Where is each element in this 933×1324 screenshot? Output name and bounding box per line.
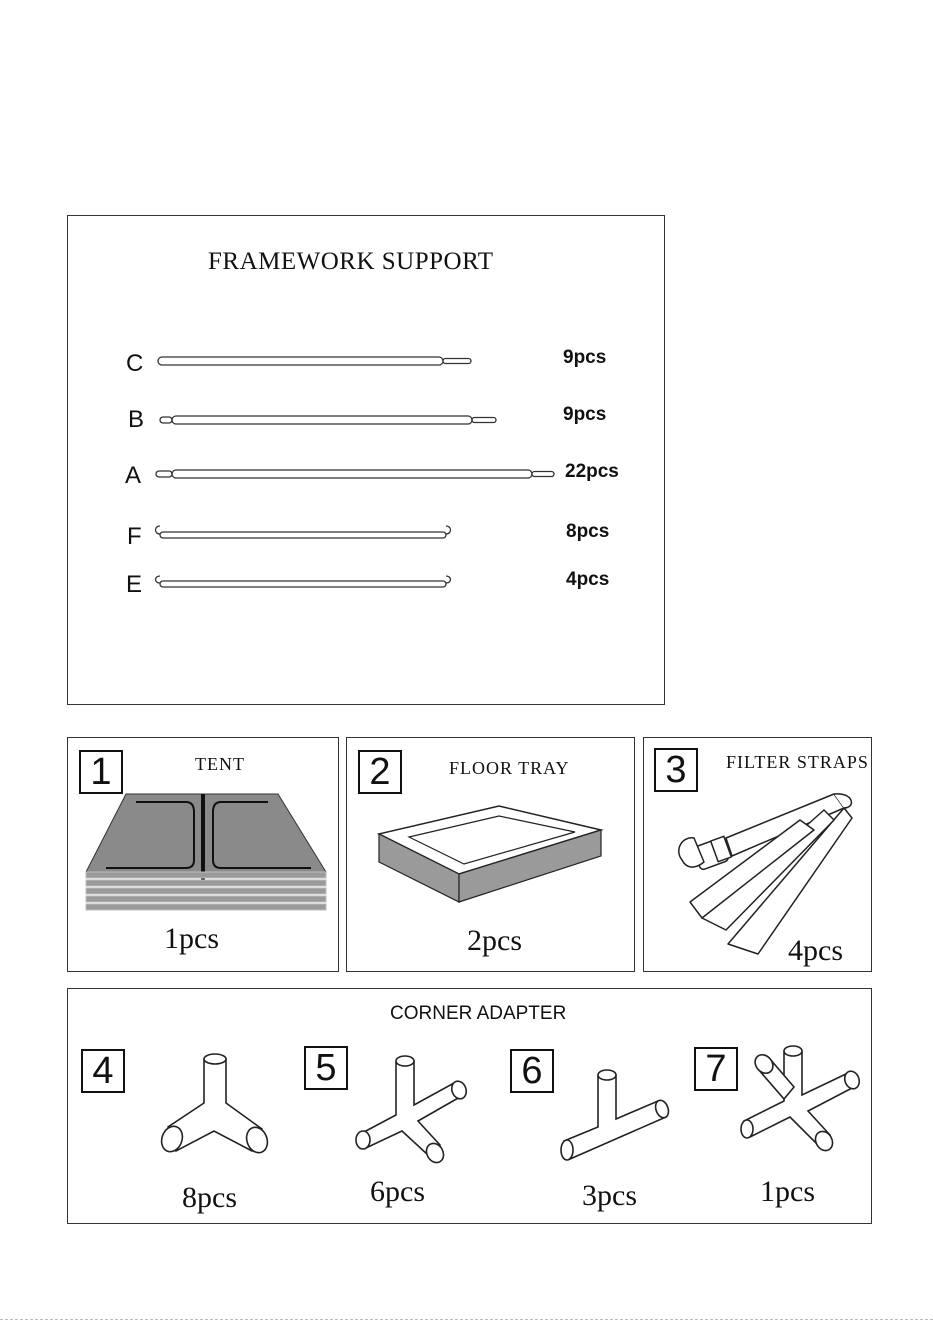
filter-straps-qty: 4pcs — [788, 934, 843, 967]
tee-connector-icon — [558, 1067, 678, 1167]
tent-panel — [67, 737, 339, 972]
filter-straps-title: FILTER STRAPS — [726, 752, 869, 772]
five-way-connector-icon — [738, 1041, 868, 1171]
adapter-qty-5: 6pcs — [370, 1175, 425, 1208]
part-number-4: 4 — [81, 1049, 125, 1093]
adapter-qty-7: 1pcs — [760, 1175, 815, 1208]
rod-letter-b: B — [128, 406, 145, 433]
rod-b-icon — [160, 414, 500, 430]
rod-a-icon — [156, 468, 566, 484]
three-way-connector-icon — [154, 1051, 294, 1171]
rod-qty-e: 4pcs — [566, 569, 610, 590]
floor-tray-icon — [379, 804, 609, 914]
framework-title: FRAMEWORK SUPPORT — [208, 248, 494, 275]
rod-qty-b: 9pcs — [563, 404, 607, 425]
page-bottom-edge — [0, 1319, 933, 1320]
corner-adapter-title: CORNER ADAPTER — [390, 1003, 567, 1024]
part-number-6: 6 — [510, 1049, 554, 1093]
floor-tray-title: FLOOR TRAY — [449, 758, 570, 778]
framework-support-panel — [67, 215, 665, 705]
floor-tray-qty: 2pcs — [467, 924, 522, 957]
part-number-2: 2 — [358, 750, 402, 794]
part-number-3: 3 — [654, 748, 698, 792]
part-number-1: 1 — [79, 750, 123, 794]
tent-icon — [86, 794, 326, 914]
rod-letter-e: E — [126, 571, 143, 598]
rod-letter-a: A — [125, 462, 142, 489]
rod-qty-c: 9pcs — [563, 347, 607, 368]
adapter-qty-6: 3pcs — [582, 1179, 637, 1212]
filter-straps-panel — [643, 737, 872, 972]
rod-letter-c: C — [126, 350, 144, 377]
rod-qty-f: 8pcs — [566, 521, 610, 542]
rod-letter-f: F — [127, 523, 142, 550]
corner-adapter-panel — [67, 988, 872, 1224]
part-number-5: 5 — [304, 1046, 348, 1090]
floor-tray-panel — [346, 737, 635, 972]
part-number-7: 7 — [694, 1047, 738, 1091]
rod-qty-a: 22pcs — [565, 461, 619, 482]
tent-title: TENT — [195, 754, 245, 774]
rod-c-icon — [158, 354, 488, 370]
rod-e-icon — [152, 573, 462, 593]
tent-qty: 1pcs — [164, 922, 219, 955]
adapter-qty-4: 8pcs — [182, 1181, 237, 1214]
rod-f-icon — [152, 522, 462, 544]
four-way-connector-icon — [352, 1053, 482, 1173]
